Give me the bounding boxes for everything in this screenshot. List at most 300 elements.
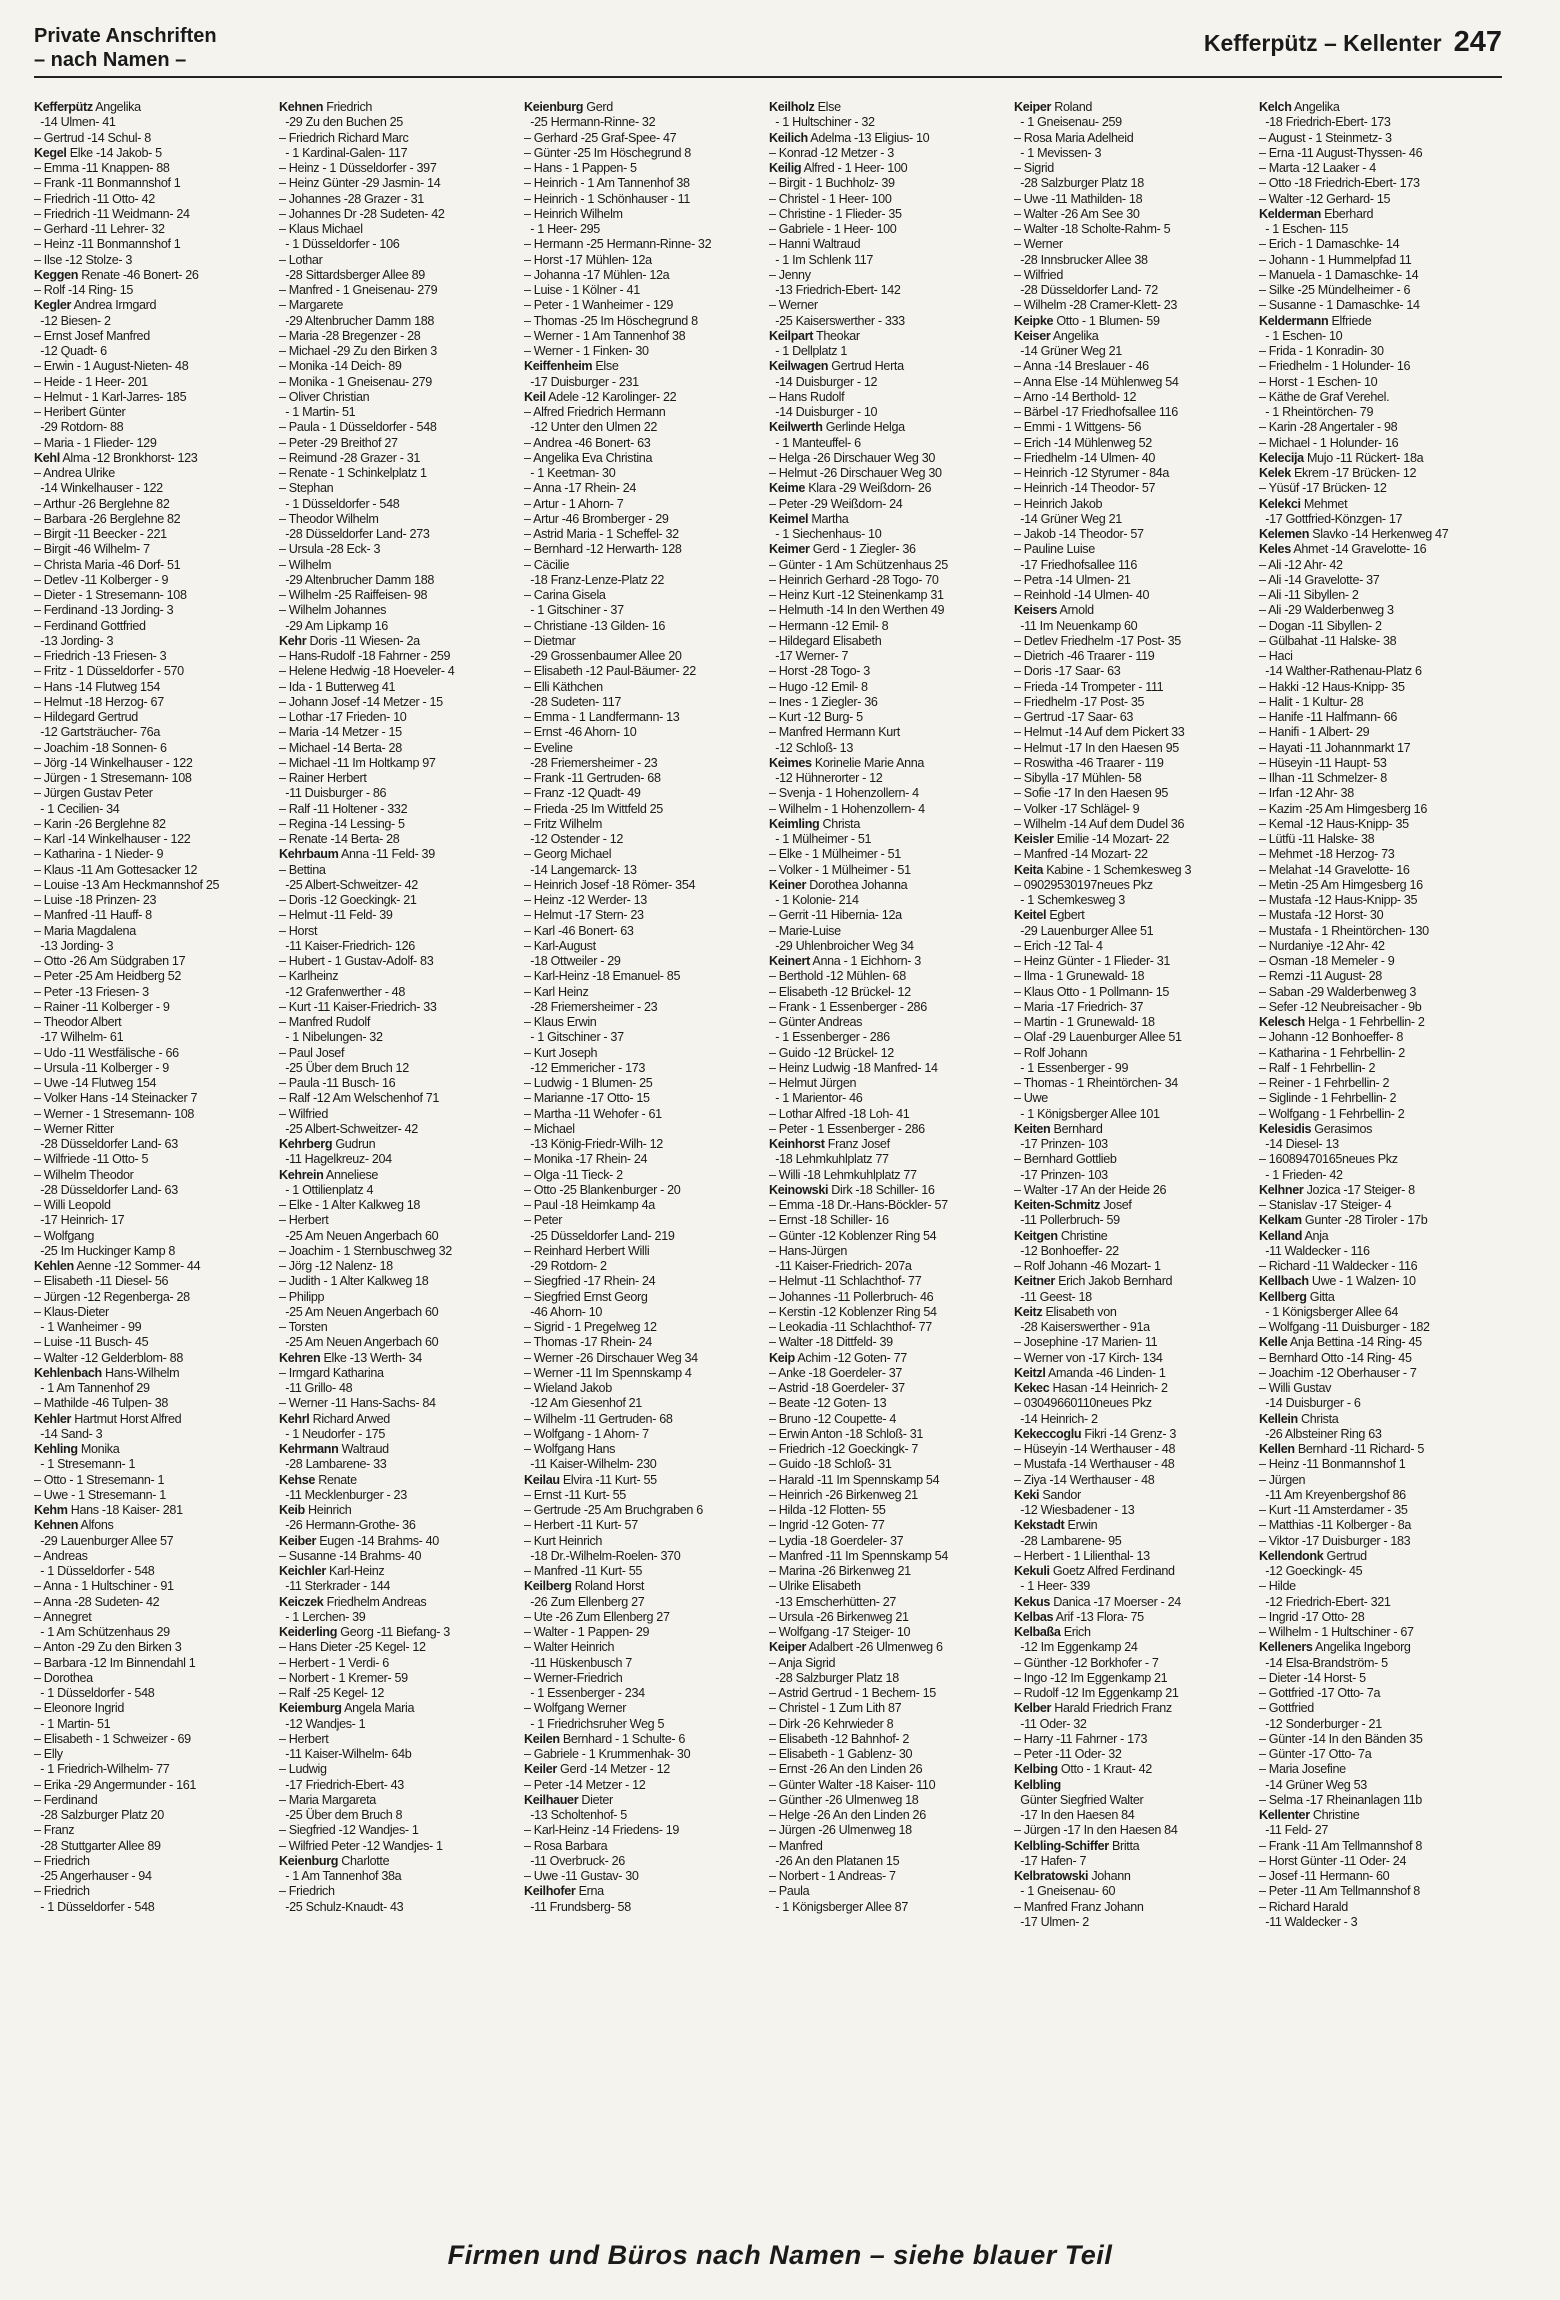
surname: Kellenter [1259,1808,1310,1822]
directory-entry-line: -28 Düsseldorfer Land- 63 [34,1182,178,1197]
directory-entry-line: - 1 Martin- 51 [34,1716,111,1731]
directory-entry-line: – Günter Andreas [769,1015,863,1029]
directory-entry-line: – Manfred -14 Mozart- 22 [1014,847,1148,862]
directory-entry-line: -11 Waldecker - 3 [1259,1914,1358,1929]
directory-entry-line: -17 Hafen- 7 [1014,1853,1087,1868]
directory-entry-line: – Margarete [279,298,344,313]
directory-entry-line: -26 Albsteiner Ring 63 [1259,1426,1382,1441]
directory-entry-line: – Heinz -11 Bonmannshof 1 [34,237,181,252]
directory-entry-line: – Renate - 1 Schinkelplatz 1 [279,466,427,480]
directory-entry-line: -12 Emmericher - 173 [524,1060,646,1075]
directory-entry-line: – Friedhelm - 1 Holunder- 16 [1259,359,1411,374]
directory-entry-line: – Yüsüf -17 Brücken- 12 [1259,481,1387,496]
directory-entry-line: – Josef -11 Hermann- 60 [1259,1869,1390,1883]
directory-entry-line: – Christiane -13 Gilden- 16 [524,618,666,633]
directory-entry-line: – Ralf - 1 Fehrbellin- 2 [1259,1060,1376,1075]
directory-entry-line: – Cäcilie [524,557,570,572]
directory-entry-line: – Monika -17 Rhein- 24 [524,1152,648,1167]
directory-entry-line: – Sofie -17 In den Haesen 95 [1014,786,1169,801]
directory-entry-line: – Jürgen Gustav Peter [34,786,153,801]
directory-entry-line: – Uwe -11 Mathilden- 18 [1014,191,1143,206]
directory-entry-line: Kekuli Goetz Alfred Ferdinand [1014,1564,1175,1578]
directory-entry-line: – Richard -11 Waldecker - 116 [1259,1259,1418,1273]
directory-entry-line: – Andrea -46 Bonert- 63 [524,435,651,450]
surname: Kelbling-Schiffer [1014,1838,1109,1853]
directory-entry-line: – Astrid Maria - 1 Scheffel- 32 [524,527,679,541]
directory-entry-line: – 09029530197neues Pkz [1014,877,1153,892]
directory-column-5 [1014,100,1257,2230]
directory-entry-line: -25 Albert-Schweitzer- 42 [279,1121,418,1136]
directory-entry-line: – Werner-Friedrich [524,1670,623,1685]
directory-entry-line: – Michael [524,1121,575,1136]
directory-entry-line: – Werner -26 Dirschauer Weg 34 [524,1350,698,1365]
directory-entry-line: – Heinrich Gerhard -28 Togo- 70 [769,572,939,587]
directory-entry-line: Kelderman Eberhard [1259,206,1374,221]
directory-entry-line: - 1 Kardinal-Galen- 117 [279,145,408,160]
directory-entry-line: – Emmi - 1 Wittgens- 56 [1014,420,1142,435]
directory-entry-line: -28 Sudeten- 117 [524,694,622,709]
directory-entry-line: Kehse Renate [279,1472,357,1487]
surname: Kelbas [1014,1609,1054,1624]
directory-entry-line: – Paul Josef [279,1045,345,1060]
surname: Keilich [769,130,808,145]
directory-entry-line: – Manfred -11 Hauff- 8 [34,908,152,923]
directory-entry-line: – Werner von -17 Kirch- 134 [1014,1350,1163,1365]
directory-entry-line: – Hildegard Gertrud [34,710,138,724]
directory-entry-line: – Lothar Alfred -18 Loh- 41 [769,1106,910,1121]
section-heading-line2: – nach Namen – [34,49,187,71]
surname: Keggen [34,267,79,282]
directory-entry-line: – Ingrid -12 Goten- 77 [769,1518,885,1533]
directory-entry-line: – Erich - 1 Damaschke- 14 [1259,237,1400,252]
directory-entry-line: -29 Rotdorn- 2 [524,1259,607,1273]
directory-entry-line: - 1 Dellplatz 1 [769,344,848,358]
directory-entry-line: – Helene Hedwig -18 Hoeveler- 4 [279,664,455,679]
directory-entry-line: – Artur - 1 Ahorn- 7 [524,496,624,511]
directory-entry-line: Keilwerth Gerlinde Helga [769,420,905,435]
directory-entry-line: -11 Am Kreyenbergshof 86 [1259,1487,1406,1502]
directory-entry-line: – Ralf -11 Holtener - 332 [279,801,408,816]
directory-entry-line: Keil Adele -12 Karolinger- 22 [524,389,677,404]
directory-entry-line: – Marina -26 Birkenweg 21 [769,1564,911,1578]
surname: Keiten-Schmitz [1014,1198,1101,1212]
directory-entry-line: – Selma -17 Rheinanlagen 11b [1259,1792,1422,1807]
directory-entry-line: -17 Gottfried-Könzgen- 17 [1259,511,1403,526]
directory-entry-line: – Halit - 1 Kultur- 28 [1259,694,1364,709]
directory-entry-line: – Erwin - 1 August-Nieten- 48 [34,359,189,374]
directory-entry-line: – Bettina [279,862,326,877]
surname: Keinhorst [769,1137,825,1151]
directory-entry-line: -25 Kaiserswerther - 333 [769,313,905,328]
directory-entry-line: - 1 Kolonie- 214 [769,893,859,907]
directory-entry-line: -25 Schulz-Knaudt- 43 [279,1899,404,1914]
directory-entry-line: – Sefer -12 Neubreisacher - 9b [1259,999,1422,1014]
directory-entry-line: – Guido -12 Brückel- 12 [769,1045,894,1060]
directory-entry-line: – Volker Hans -14 Steinacker 7 [34,1091,198,1106]
directory-entry-line: -29 Altenbrucher Damm 188 [279,572,435,587]
surname: Kehrmann [279,1442,339,1456]
directory-entry-line: Kehm Hans -18 Kaiser- 281 [34,1503,183,1517]
directory-entry-line: – Wolfgang - 1 Fehrbellin- 2 [1259,1106,1405,1121]
directory-entry-line: – Uwe [1014,1091,1048,1106]
directory-entry-line: Keitel Egbert [1014,908,1085,923]
directory-entry-line: – Frieda -25 Im Wittfeld 25 [524,801,663,816]
directory-entry-line: – Helmuth -14 In den Werthen 49 [769,603,945,618]
directory-entry-line: -17 Friedrich-Ebert- 43 [279,1777,404,1792]
directory-entry-line: -12 Hühnerorter - 12 [769,771,883,785]
directory-entry-line: – Detlev -11 Kolberger - 9 [34,572,169,587]
directory-entry-line: – 03049660110neues Pkz [1014,1396,1152,1411]
directory-entry-line: – Gottfried [1259,1701,1314,1716]
directory-entry-line: - 1 Düsseldorfer - 548 [34,1899,155,1914]
directory-entry-line: - 1 Friedrichsruher Weg 5 [524,1716,665,1731]
directory-entry-line: – Helmut -17 Stern- 23 [524,908,644,923]
directory-entry-line: – Anke -18 Goerdeler- 37 [769,1365,903,1380]
directory-entry-line: -29 Altenbrucher Damm 188 [279,313,435,328]
directory-entry-line: – Birgit -46 Wilhelm- 7 [34,542,150,557]
directory-entry-line: – Kurt Joseph [524,1045,598,1060]
directory-entry-line: -12 Im Eggenkamp 24 [1014,1640,1138,1655]
directory-entry-line: Keimel Martha [769,511,849,526]
directory-entry-line: – Horst Günter -11 Oder- 24 [1259,1853,1407,1868]
directory-entry-line: – Torsten [279,1320,328,1334]
directory-entry-line: – Maria -17 Friedrich- 37 [1014,999,1144,1014]
directory-entry-line: – Paula -11 Busch- 16 [279,1076,396,1090]
directory-entry-line: – Erich -12 Tal- 4 [1014,938,1103,953]
surname: Kelch [1259,100,1292,114]
directory-entry-line: -29 Lauenburger Allee 57 [34,1533,174,1548]
directory-entry-line: -11 Kaiser-Wilhelm- 64b [279,1747,412,1761]
directory-entry-line: – Elisabeth -12 Paul-Bäumer- 22 [524,664,696,679]
directory-entry-line: – Ludwig - 1 Blumen- 25 [524,1076,653,1090]
directory-entry-line: – Frank -11 Am Tellmannshof 8 [1259,1838,1422,1853]
directory-entry-line: – Joachim - 1 Sternbuschweg 32 [279,1243,452,1258]
directory-entry-line: -17 Ulmen- 2 [1014,1914,1089,1929]
directory-entry-line: – Elly [34,1747,63,1761]
directory-entry-line: – Kurt Heinrich [524,1533,603,1548]
directory-entry-line: Kehrbaum Anna -11 Feld- 39 [279,847,435,862]
surname: Kehler [34,1411,72,1426]
surname: Keldermann [1259,313,1329,328]
directory-entry-line: – Peter - 1 Essenberger - 286 [769,1121,925,1136]
directory-entry-line: -12 Sonderburger - 21 [1259,1716,1382,1731]
directory-entry-line: – Jürgen -26 Ulmenweg 18 [769,1823,912,1838]
directory-entry-line: – Erich -14 Mühlenweg 52 [1014,435,1152,450]
directory-entry-line: – Hans Rudolf [769,389,845,404]
directory-entry-line: -28 Kaiserswerther - 91a [1014,1320,1150,1334]
directory-entry-line: - 1 Martin- 51 [279,405,356,419]
directory-entry-line: – Peter -11 Am Tellmannshof 8 [1259,1884,1420,1899]
directory-entry-line: Kekus Danica -17 Moerser - 24 [1014,1594,1181,1609]
directory-entry-line: – Silke -25 Mündelheimer - 6 [1259,283,1411,297]
directory-entry-line: – Ali -12 Ahr- 42 [1259,557,1343,572]
directory-entry-line: – Karin -26 Berglehne 82 [34,816,166,831]
directory-entry-line: – Gertrud -17 Saar- 63 [1014,710,1134,724]
directory-entry-line: – Stanislav -17 Steiger- 4 [1259,1198,1392,1212]
directory-entry-line: - 1 Gitschiner - 37 [524,603,624,618]
directory-entry-line: Kellberg Gitta [1259,1289,1335,1304]
directory-entry-line: – Christel - 1 Zum Lith 87 [769,1701,902,1716]
directory-entry-line: -29 Zu den Buchen 25 [279,115,403,130]
directory-entry-line: – Hubert - 1 Gustav-Adolf- 83 [279,954,434,968]
directory-entry-line: - 1 Frieden- 42 [1259,1167,1343,1182]
directory-entry-line: - 1 Wanheimer - 99 [34,1320,142,1334]
directory-entry-line: - 1 Lerchen- 39 [279,1609,366,1624]
directory-entry-line: – Erna -11 August-Thyssen- 46 [1259,145,1423,160]
directory-entry-line: – Hugo -12 Emil- 8 [769,679,868,694]
directory-entry-line: – Elisabeth -11 Diesel- 56 [34,1274,169,1289]
directory-entry-line: Keilberg Roland Horst [524,1579,645,1594]
directory-entry-line: Kellbach Uwe - 1 Walzen- 10 [1259,1274,1416,1289]
directory-entry-line: -26 An den Platanen 15 [769,1853,900,1868]
directory-entry-line: – Hanifi - 1 Albert- 29 [1259,725,1370,740]
directory-entry-line: – Johann -12 Bonhoeffer- 8 [1259,1030,1404,1045]
directory-entry-line: - 1 Am Tannenhof 29 [34,1381,150,1395]
directory-entry-line: – Werner -11 Hans-Sachs- 84 [279,1396,436,1411]
directory-entry-line: Keinhorst Franz Josef [769,1137,890,1151]
directory-entry-line: – Andrea Ulrike [34,466,115,480]
directory-entry-line: – Paula [769,1884,810,1899]
directory-entry-line: – Dietrich -46 Traarer - 119 [1014,649,1155,663]
directory-entry-line: – Gerhard -25 Graf-Spee- 47 [524,130,677,145]
directory-entry-line: – Hanni Waltraud [769,237,861,252]
directory-entry-line: Kehlenbach Hans-Wilhelm [34,1365,180,1380]
directory-entry-line: – Siegfried -12 Wandjes- 1 [279,1823,419,1838]
directory-entry-line: – Friedrich [34,1884,90,1899]
directory-entry-line: – Wilhelm Johannes [279,603,387,618]
directory-entry-line: – Eleonore Ingrid [34,1701,124,1716]
directory-entry-line: – Emma -18 Dr.-Hans-Böckler- 57 [769,1198,948,1212]
directory-entry-line: – Herbert [279,1731,329,1746]
directory-entry-line: – Beate -12 Goten- 13 [769,1396,887,1411]
directory-entry-line: – Frida - 1 Konradin- 30 [1259,344,1384,358]
surname: Kellbach [1259,1274,1309,1289]
directory-entry-line: -28 Sittardsberger Allee 89 [279,267,425,282]
directory-entry-line: – Michael -29 Zu den Birken 3 [279,344,437,358]
directory-entry-line: – Hanife -11 Halfmann- 66 [1259,710,1398,724]
directory-entry-line: – Gerhard -11 Lehrer- 32 [34,222,165,236]
directory-entry-line: - 1 Gneisenau- 60 [1014,1884,1116,1899]
directory-entry-line: Keilig Alfred - 1 Heer- 100 [769,161,908,175]
directory-entry-line: - 1 Eschen- 10 [1259,328,1343,343]
directory-entry-line: -28 Salzburger Platz 18 [1014,176,1144,191]
surname: Keitner [1014,1274,1055,1289]
directory-entry-line: -28 Lambarene- 33 [279,1457,387,1472]
directory-entry-line: – Helmut -17 In den Haesen 95 [1014,740,1179,755]
surname: Kekec [1014,1381,1050,1395]
directory-entry-line: Kelbas Arif -13 Flora- 75 [1014,1609,1144,1624]
directory-entry-line: – Heinrich - 1 Schönhauser - 11 [524,191,691,206]
surname: Kehling [34,1442,78,1456]
directory-entry-line: Kehl Alma -12 Bronkhorst- 123 [34,450,198,465]
directory-entry-line: – Marta -12 Laaker - 4 [1259,161,1376,175]
directory-entry-line: – Theodor Albert [34,1015,122,1029]
surname: Kelecija [1259,450,1304,465]
directory-entry-line: – Oliver Christian [279,389,370,404]
directory-entry-line: Kelbaßa Erich [1014,1625,1091,1639]
directory-entry-line: – Wolfgang [34,1228,94,1243]
directory-entry-line: – Friedrich -11 Otto- 42 [34,191,155,206]
directory-entry-line: Keime Klara -29 Weißdorn- 26 [769,481,932,496]
directory-entry-line: – Rainer Herbert [279,771,367,785]
directory-entry-line: – Volker -17 Schlägel- 9 [1014,801,1140,816]
directory-entry-line: – Frank -11 Bonmannshof 1 [34,176,181,191]
directory-entry-line: Kehrein Anneliese [279,1167,379,1182]
directory-entry-line: – Carina Gisela [524,588,606,602]
directory-entry-line: – Wilhelm [279,557,332,572]
directory-entry-line: – Karl-August [524,938,596,953]
directory-entry-line: – Walter -17 An der Heide 26 [1014,1182,1167,1197]
directory-entry-line: – Eveline [524,740,573,755]
directory-entry-line: – Heinz Günter - 1 Flieder- 31 [1014,954,1171,968]
directory-entry-line: - 1 Heer- 295 [524,222,600,236]
directory-entry-line: – Ingo -12 Im Eggenkamp 21 [1014,1670,1168,1685]
directory-entry-line: – Renate -14 Berta- 28 [279,832,400,846]
directory-entry-line: – Walter -12 Gelderblom- 88 [34,1350,183,1365]
directory-entry-line: -28 Düsseldorfer Land- 63 [34,1137,178,1151]
directory-entry-line: – Ernst Josef Manfred [34,328,150,343]
directory-entry-line: – Hans-Rudolf -18 Fahrner - 259 [279,649,451,663]
directory-entry-line: – Arthur -26 Berglehne 82 [34,496,170,511]
directory-entry-line: – Jürgen -12 Regenberga- 28 [34,1289,190,1304]
directory-entry-line: Kelbing Otto - 1 Kraut- 42 [1014,1762,1152,1777]
directory-entry-line: – Siegfried -17 Rhein- 24 [524,1274,656,1289]
directory-entry-line: Keilhofer Erna [524,1884,604,1899]
directory-entry-line: Keinowski Dirk -18 Schiller- 16 [769,1182,935,1197]
directory-entry-line: -28 Friemersheimer - 23 [524,755,658,770]
directory-entry-line: – Regina -14 Lessing- 5 [279,816,405,831]
directory-entry-line: – Rolf -14 Ring- 15 [34,283,134,297]
directory-entry-line: – Frank - 1 Essenberger - 286 [769,999,927,1014]
directory-entry-line: Keienburg Charlotte [279,1853,390,1868]
directory-entry-line: -14 Langemarck- 13 [524,862,637,877]
directory-entry-line: Keiner Dorothea Johanna [769,877,908,892]
surname: Keiner [769,877,807,892]
surname: Kelber [1014,1701,1052,1716]
directory-entry-line: - 1 Am Schützenhaus 29 [34,1625,170,1639]
directory-entry-line: -25 Über dem Bruch 8 [279,1808,403,1822]
directory-entry-line: – Peter -14 Metzer - 12 [524,1777,646,1792]
directory-entry-line: – Udo -11 Westfälische - 66 [34,1045,179,1060]
directory-entry-line: – Martin - 1 Grunewald- 18 [1014,1015,1155,1029]
directory-entry-line: – Gertrud -14 Schul- 8 [34,130,151,145]
directory-entry-line: Keitz Elisabeth von [1014,1304,1117,1319]
surname: Kelle [1259,1335,1288,1350]
directory-entry-line: – Hans - 1 Pappen- 5 [524,161,637,175]
directory-entry-line: – Karl -46 Bonert- 63 [524,923,634,938]
directory-entry-line: – Metin -25 Am Himgesberg 16 [1259,877,1423,892]
directory-entry-line: – Heinrich -26 Birkenweg 21 [769,1487,918,1502]
directory-entry-line: Keilau Elvira -11 Kurt- 55 [524,1472,657,1487]
directory-entry-line: – Anna -28 Sudeten- 42 [34,1594,160,1609]
directory-entry-line: – Günther -12 Borkhofer - 7 [1014,1655,1159,1670]
directory-entry-line: – Luise - 1 Kölner - 41 [524,283,640,297]
directory-entry-line: Günter Siegfried Walter [1014,1792,1144,1807]
directory-entry-line: – Harry -11 Fahrner - 173 [1014,1731,1148,1746]
directory-entry-line: – Luise -11 Busch- 45 [34,1335,149,1350]
directory-entry-line: - 1 Königsberger Allee 87 [769,1899,908,1914]
directory-entry-line: – Wolfgang Werner [524,1701,627,1716]
surname: Keime [769,481,806,496]
surname: Kegel [34,145,67,160]
directory-entry-line: – Ralf -12 Am Welschenhof 71 [279,1091,440,1106]
directory-entry-line: – Marie-Luise [769,923,841,938]
directory-entry-line: – Lütfü -11 Halske- 38 [1259,832,1375,846]
directory-entry-line: – Marianne -17 Otto- 15 [524,1091,650,1106]
directory-entry-line: – Josephine -17 Marien- 11 [1014,1335,1158,1350]
directory-entry-line: – Wilfried Peter -12 Wandjes- 1 [279,1838,443,1853]
directory-entry-line: -17 Heinrich- 17 [34,1213,125,1228]
directory-entry-line [1014,1778,1257,1793]
directory-entry-line: – Wilhelm -28 Cramer-Klett- 23 [1014,298,1178,313]
directory-entry-line: – Rolf Johann [1014,1045,1088,1060]
directory-entry-line: – Helmut -11 Schlachthof- 77 [769,1274,922,1289]
directory-entry-line: – Bernhard Otto -14 Ring- 45 [1259,1350,1412,1365]
directory-entry-line: -25 Am Neuen Angerbach 60 [279,1304,439,1319]
directory-entry-line: Keilhauer Dieter [524,1792,613,1807]
surname: Kehren [279,1350,321,1365]
directory-entry-line: – Birgit -11 Beecker - 221 [34,527,167,541]
directory-entry-line: – Jörg -12 Nalenz- 18 [279,1259,393,1273]
directory-entry-line: – Herbert - 1 Verdi- 6 [279,1655,389,1670]
surname: Kelland [1259,1228,1303,1243]
directory-entry-line: – Jenny [769,267,811,282]
directory-entry-line: – Viktor -17 Duisburger - 183 [1259,1533,1411,1548]
directory-entry-line: – Frieda -14 Trompeter - 111 [1014,679,1164,694]
directory-entry-line: – Anja Sigrid [769,1655,836,1670]
directory-entry-line: – Rosa Maria Adelheid [1014,130,1134,145]
directory-entry-line: – Franz [34,1823,75,1838]
directory-entry-line: – Friedrich -11 Weidmann- 24 [34,206,190,221]
directory-entry-line: - 1 Eschen- 115 [1259,222,1349,236]
directory-entry-line: – Hüseyin -11 Haupt- 53 [1259,755,1387,770]
surname: Keil [524,389,546,404]
directory-entry-line: -14 Grüner Weg 21 [1014,344,1122,358]
directory-entry-line: – Sibylla -17 Mühlen- 58 [1014,771,1142,785]
directory-entry-line: Kehrmann Waltraud [279,1442,389,1456]
directory-entry-line: – Ernst -26 An den Linden 26 [769,1762,923,1777]
surname: Kehrbaum [279,847,339,862]
directory-entry-line: – Hüseyin -14 Werthauser - 48 [1014,1442,1176,1456]
directory-entry-line: Keimling Christa [769,816,860,831]
directory-entry-line: Kelesidis Gerasimos [1259,1121,1373,1136]
directory-entry-line: - 1 Stresemann- 1 [34,1457,136,1472]
directory-entry-line: – Heinrich -14 Theodor- 57 [1014,481,1156,496]
directory-entry-line: – Jakob -14 Theodor- 57 [1014,527,1144,541]
directory-entry-line: -13 Jording- 3 [34,938,114,953]
directory-entry-line: – Heinrich Wilhelm [524,206,623,221]
directory-entry-line: – Mathilde -46 Tulpen- 38 [34,1396,169,1411]
directory-entry-line: – Martha -11 Wehofer - 61 [524,1106,662,1121]
directory-entry-line: – Svenja - 1 Hohenzollern- 4 [769,786,919,801]
directory-entry-line: – Johann - 1 Hummelpfad 11 [1259,252,1412,267]
directory-entry-line: – Ilma - 1 Grunewald- 18 [1014,969,1145,984]
directory-entry-line: – Maria -28 Bregenzer - 28 [279,328,421,343]
surname: Keilberg [524,1579,572,1594]
directory-entry-line: – Ralf -25 Kegel- 12 [279,1686,385,1700]
directory-entry-line: – Guido -18 Schloß- 31 [769,1457,892,1472]
directory-entry-line: – Helmut - 1 Karl-Jarres- 185 [34,389,187,404]
directory-columns [34,100,1504,2230]
surname: Kehlenbach [34,1365,102,1380]
directory-entry-line: – Elisabeth -12 Brückel- 12 [769,984,911,999]
directory-entry-line: – Horst - 1 Eschen- 10 [1259,374,1378,389]
directory-entry-line: Keitgen Christine [1014,1228,1108,1243]
directory-entry-line: – Melahat -14 Gravelotte- 16 [1259,862,1410,877]
directory-entry-line: – Günter Walter -18 Kaiser- 110 [769,1777,936,1792]
directory-entry-line: -14 Duisburger - 10 [769,405,878,419]
directory-entry-line: – Elisabeth - 1 Schweizer - 69 [34,1731,191,1746]
